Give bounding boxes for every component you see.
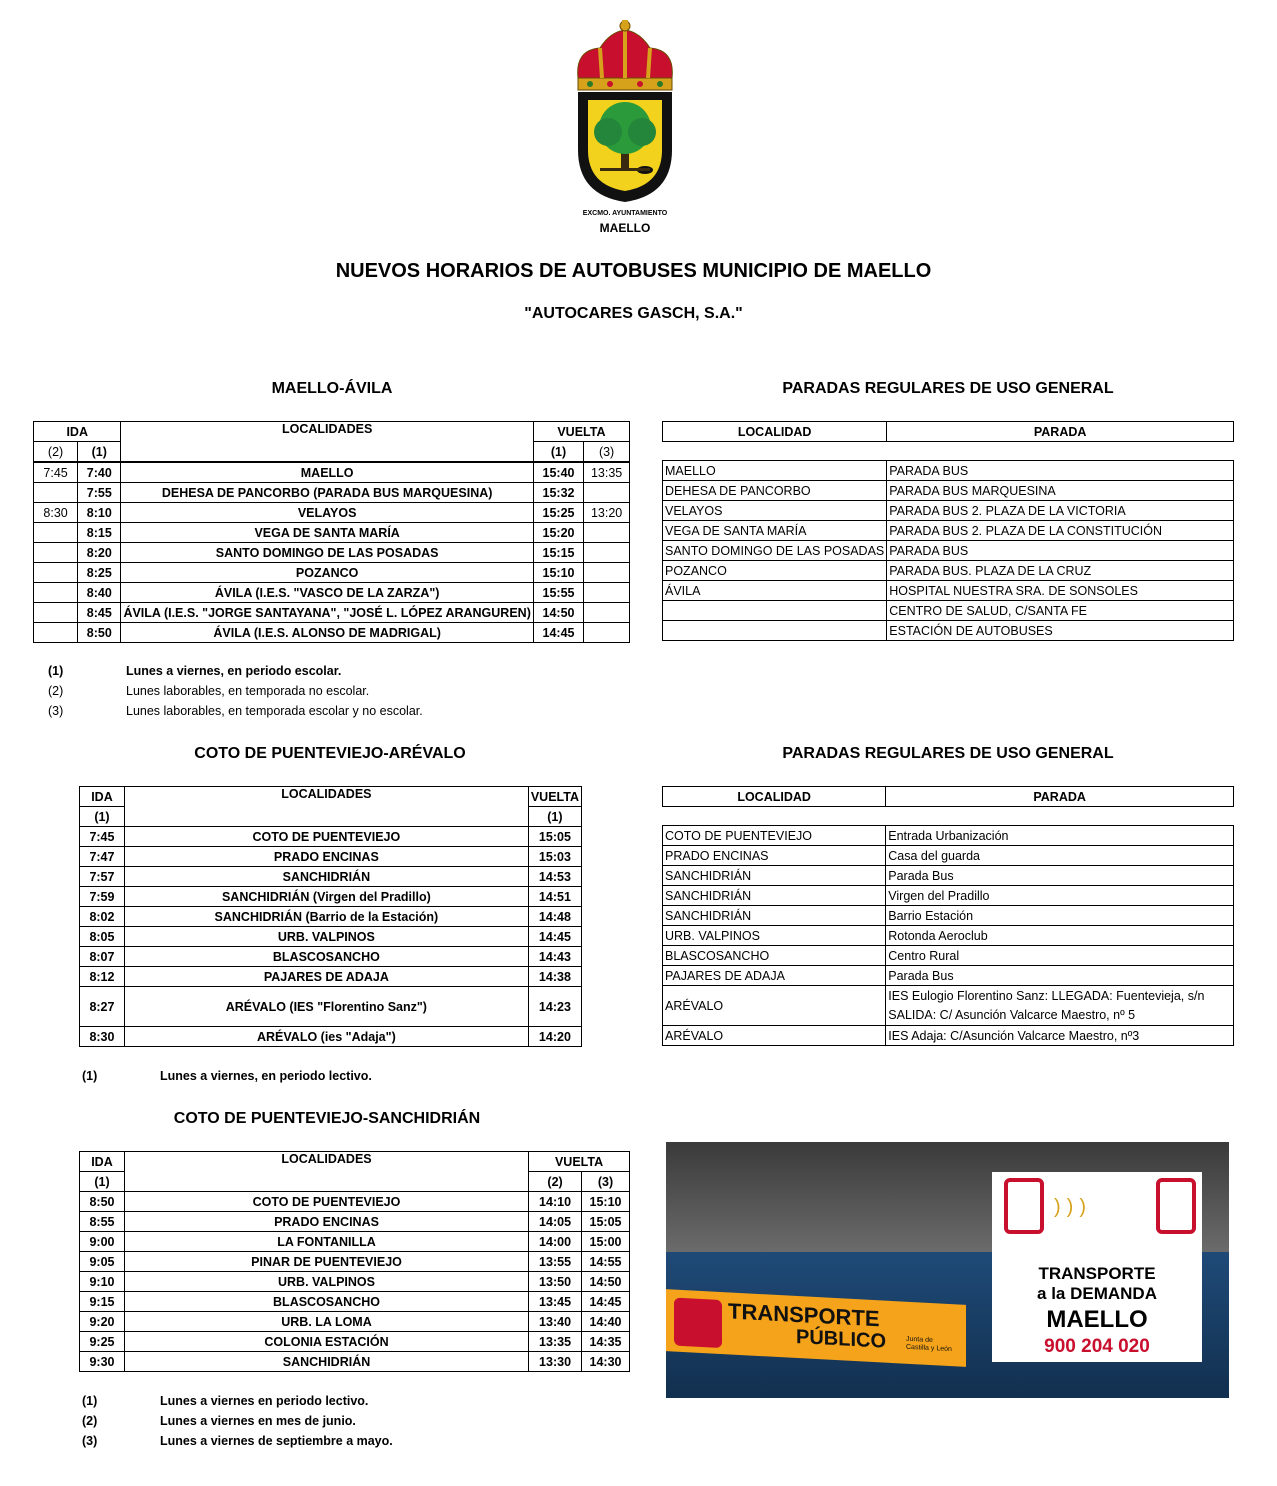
table-row bbox=[34, 623, 630, 643]
ida-time: 8:20 bbox=[78, 543, 121, 563]
locality-name: BLASCOSANCHO bbox=[124, 947, 528, 967]
stop-locality: COTO DE PUENTEVIEJO bbox=[663, 826, 886, 846]
table-row bbox=[34, 463, 630, 483]
table-row bbox=[80, 1292, 630, 1312]
stop-name: PARADA BUS 2. PLAZA DE LA CONSTITUCIÓN bbox=[887, 521, 1234, 541]
locality-name: BLASCOSANCHO bbox=[124, 1292, 528, 1312]
footnote bbox=[48, 661, 548, 681]
stop-locality: SANTO DOMINGO DE LAS POSADAS bbox=[663, 541, 887, 561]
vuelta-time: 15:15 bbox=[533, 543, 583, 563]
vuelta-time: 15:05 bbox=[528, 827, 581, 847]
stop-name: PARADA BUS bbox=[887, 461, 1234, 481]
vuelta-time: 14:45 bbox=[528, 927, 581, 947]
logo-caption-line2: MAELLO bbox=[599, 221, 651, 235]
ida-time: 9:25 bbox=[80, 1332, 125, 1352]
table-row bbox=[80, 927, 582, 947]
table-row bbox=[663, 481, 1234, 501]
locality-name: URB. VALPINOS bbox=[124, 927, 528, 947]
footnote-text: Lunes a viernes de septiembre a mayo. bbox=[160, 1434, 393, 1448]
vuelta-time: 15:03 bbox=[528, 847, 581, 867]
table-row bbox=[663, 621, 1234, 641]
vuelta-time: 14:51 bbox=[528, 887, 581, 907]
stop-name: ESTACIÓN DE AUTOBUSES bbox=[887, 621, 1234, 641]
ida-time: 8:15 bbox=[78, 523, 121, 543]
ida-time: 7:40 bbox=[78, 463, 121, 483]
locality-name: URB. VALPINOS bbox=[124, 1272, 528, 1292]
route3-notes bbox=[82, 1391, 582, 1451]
footnote-text: Lunes a viernes en periodo lectivo. bbox=[160, 1394, 369, 1408]
signal-waves-icon: ))) bbox=[1054, 1196, 1092, 1218]
stop-locality: PRADO ENCINAS bbox=[663, 846, 886, 866]
vuelta-header: VUELTA bbox=[528, 787, 581, 807]
route3-table bbox=[79, 1151, 630, 1372]
vuelta-time: 13:20 bbox=[584, 503, 630, 523]
vuelta-time: 13:45 bbox=[529, 1292, 582, 1312]
stop-name: Barrio Estación bbox=[886, 906, 1234, 926]
table-row bbox=[34, 483, 630, 503]
vuelta-time: 14:53 bbox=[528, 867, 581, 887]
table-row bbox=[663, 1026, 1234, 1046]
table-row bbox=[80, 887, 582, 907]
parada-header: PARADA bbox=[887, 422, 1234, 442]
vuelta-subheader: (3) bbox=[584, 442, 630, 462]
stop-name: CENTRO DE SALUD, C/SANTA FE bbox=[887, 601, 1234, 621]
ida-time: 8:40 bbox=[78, 583, 121, 603]
localidades-header: LOCALIDADES bbox=[124, 1152, 528, 1192]
locality-name: SANTO DOMINGO DE LAS POSADAS bbox=[121, 543, 533, 563]
stop-name: HOSPITAL NUESTRA SRA. DE SONSOLES bbox=[887, 581, 1234, 601]
table-row bbox=[80, 867, 582, 887]
ida-time: 9:30 bbox=[80, 1352, 125, 1372]
ida-header: IDA bbox=[80, 787, 125, 807]
vuelta-time: 14:20 bbox=[528, 1027, 581, 1047]
footnote-key: (2) bbox=[48, 684, 64, 698]
vuelta-time: 15:10 bbox=[533, 563, 583, 583]
locality-name: ÁVILA (I.E.S. ALONSO DE MADRIGAL) bbox=[121, 623, 533, 643]
table-row bbox=[663, 826, 1234, 846]
vuelta-time bbox=[584, 523, 630, 543]
ida-time: 7:57 bbox=[80, 867, 125, 887]
footnote bbox=[48, 701, 548, 721]
stop-locality: ARÉVALO bbox=[663, 986, 886, 1026]
locality-name: POZANCO bbox=[121, 563, 533, 583]
table-row bbox=[663, 541, 1234, 561]
sign-line2: a la DEMANDA bbox=[1037, 1284, 1157, 1303]
locality-name: PINAR DE PUENTEVIEJO bbox=[124, 1252, 528, 1272]
stop-name: IES Adaja: C/Asunción Valcarce Maestro, nº3 bbox=[886, 1026, 1234, 1046]
stop-locality: SANCHIDRIÁN bbox=[663, 866, 886, 886]
table-row bbox=[663, 561, 1234, 581]
vuelta-time bbox=[584, 623, 630, 643]
vuelta-time: 13:35 bbox=[529, 1332, 582, 1352]
locality-name: SANCHIDRIÁN bbox=[124, 867, 528, 887]
vuelta-time: 15:20 bbox=[533, 523, 583, 543]
vuelta-time: 13:55 bbox=[529, 1252, 582, 1272]
route2-notes bbox=[82, 1066, 582, 1086]
locality-name: ÁVILA (I.E.S. "JORGE SANTAYANA", "JOSÉ L. LÓPEZ ARANGUREN) bbox=[121, 603, 533, 623]
locality-name: VELAYOS bbox=[121, 503, 533, 523]
vuelta-subheader: (2) bbox=[529, 1172, 582, 1192]
ida-time: 8:30 bbox=[80, 1027, 125, 1047]
table-row bbox=[80, 1352, 630, 1372]
stop-name bbox=[886, 986, 1234, 1026]
bus-icon bbox=[1156, 1178, 1196, 1234]
banner-text-line2: PÚBLICO bbox=[796, 1325, 886, 1353]
ida-time: 8:45 bbox=[78, 603, 121, 623]
localidades-header: LOCALIDADES bbox=[121, 422, 533, 462]
stop-locality: VELAYOS bbox=[663, 501, 887, 521]
stops2-table bbox=[662, 786, 1234, 1046]
table-row bbox=[663, 521, 1234, 541]
vuelta-time: 14:55 bbox=[582, 1252, 630, 1272]
ida-time: 7:59 bbox=[80, 887, 125, 907]
ida-time bbox=[34, 483, 78, 503]
stop-name: PARADA BUS MARQUESINA bbox=[887, 481, 1234, 501]
footnote bbox=[82, 1066, 582, 1086]
stop-locality: ÁVILA bbox=[663, 581, 887, 601]
vuelta-subheader: (1) bbox=[533, 442, 583, 462]
table-row bbox=[34, 563, 630, 583]
stop-name: PARADA BUS bbox=[887, 541, 1234, 561]
locality-name: URB. LA LOMA bbox=[124, 1312, 528, 1332]
stop-name-line2: SALIDA: C/ Asunción Valcarce Maestro, nº 5 bbox=[888, 1007, 1136, 1022]
vuelta-time: 15:40 bbox=[533, 463, 583, 483]
page-subtitle: "AUTOCARES GASCH, S.A." bbox=[524, 305, 743, 322]
ida-time: 8:50 bbox=[78, 623, 121, 643]
ida-time bbox=[34, 583, 78, 603]
ida-header: IDA bbox=[80, 1152, 125, 1172]
stop-locality bbox=[663, 601, 887, 621]
ida-time: 9:00 bbox=[80, 1232, 125, 1252]
table-row bbox=[80, 1027, 582, 1047]
sign-line3: MAELLO bbox=[1046, 1306, 1148, 1333]
stop-locality bbox=[663, 621, 887, 641]
route1-table bbox=[33, 421, 630, 643]
ida-subheader: (1) bbox=[80, 1172, 125, 1192]
vuelta-time: 15:05 bbox=[582, 1212, 630, 1232]
locality-name: PRADO ENCINAS bbox=[124, 847, 528, 867]
vuelta-time bbox=[584, 603, 630, 623]
vuelta-time: 14:00 bbox=[529, 1232, 582, 1252]
table-row bbox=[80, 907, 582, 927]
vuelta-time: 14:40 bbox=[582, 1312, 630, 1332]
vuelta-time: 13:50 bbox=[529, 1272, 582, 1292]
ida-time: 7:45 bbox=[80, 827, 125, 847]
ida-time: 8:55 bbox=[80, 1212, 125, 1232]
stop-locality: VEGA DE SANTA MARÍA bbox=[663, 521, 887, 541]
footnote-text: Lunes a viernes, en periodo escolar. bbox=[126, 664, 342, 678]
vuelta-time: 14:35 bbox=[582, 1332, 630, 1352]
vuelta-time: 14:38 bbox=[528, 967, 581, 987]
ida-time: 8:50 bbox=[80, 1192, 125, 1212]
stop-name-line1: IES Eulogio Florentino Sanz: LLEGADA: Fuentevieja, s/n bbox=[888, 988, 1205, 1003]
stop-name: Entrada Urbanización bbox=[886, 826, 1234, 846]
ida-time: 9:05 bbox=[80, 1252, 125, 1272]
vuelta-time: 14:43 bbox=[528, 947, 581, 967]
locality-name: MAELLO bbox=[121, 463, 533, 483]
footnote-text: Lunes a viernes en mes de junio. bbox=[160, 1414, 356, 1428]
stop-locality: POZANCO bbox=[663, 561, 887, 581]
ida-time: 8:02 bbox=[80, 907, 125, 927]
locality-name: COTO DE PUENTEVIEJO bbox=[124, 827, 528, 847]
stop-name: Virgen del Pradillo bbox=[886, 886, 1234, 906]
ida-time: 8:27 bbox=[80, 987, 125, 1027]
locality-name: ÁVILA (I.E.S. "VASCO DE LA ZARZA") bbox=[121, 583, 533, 603]
parada-header: PARADA bbox=[886, 787, 1234, 807]
vuelta-subheader: (1) bbox=[528, 807, 581, 827]
stops1-title: PARADAS REGULARES DE USO GENERAL bbox=[782, 380, 1114, 397]
locality-name: COTO DE PUENTEVIEJO bbox=[124, 1192, 528, 1212]
vuelta-subheader: (3) bbox=[582, 1172, 630, 1192]
vuelta-time bbox=[584, 583, 630, 603]
ida-time: 8:25 bbox=[78, 563, 121, 583]
footnote bbox=[48, 681, 548, 701]
route2-title: COTO DE PUENTEVIEJO-ARÉVALO bbox=[194, 745, 466, 762]
p-logo-icon bbox=[674, 1298, 722, 1349]
page-title: NUEVOS HORARIOS DE AUTOBUSES MUNICIPIO DE MAELLO bbox=[335, 260, 932, 282]
footnote-text: Lunes laborables, en temporada escolar y no escolar. bbox=[126, 704, 423, 718]
localidad-header: LOCALIDAD bbox=[663, 422, 887, 442]
vuelta-time: 14:23 bbox=[528, 987, 581, 1027]
footnote-key: (2) bbox=[82, 1414, 98, 1428]
footnote-text: Lunes a viernes, en periodo lectivo. bbox=[160, 1069, 372, 1083]
table-row bbox=[80, 967, 582, 987]
ida-time: 7:45 bbox=[34, 463, 78, 483]
stop-locality: SANCHIDRIÁN bbox=[663, 886, 886, 906]
vuelta-time: 13:35 bbox=[584, 463, 630, 483]
locality-name: COLONIA ESTACIÓN bbox=[124, 1332, 528, 1352]
locality-name: SANCHIDRIÁN (Barrio de la Estación) bbox=[124, 907, 528, 927]
footnote-key: (3) bbox=[48, 704, 64, 718]
stop-locality: DEHESA DE PANCORBO bbox=[663, 481, 887, 501]
stop-name: Parada Bus bbox=[886, 966, 1234, 986]
ida-time: 8:30 bbox=[34, 503, 78, 523]
stop-name: PARADA BUS 2. PLAZA DE LA VICTORIA bbox=[887, 501, 1234, 521]
locality-name: SANCHIDRIÁN bbox=[124, 1352, 528, 1372]
ida-time: 7:47 bbox=[80, 847, 125, 867]
logo-caption-line1: EXCMO. AYUNTAMIENTO bbox=[582, 210, 668, 217]
vuelta-time bbox=[584, 563, 630, 583]
vuelta-time: 14:30 bbox=[582, 1352, 630, 1372]
ida-subheader: (1) bbox=[80, 807, 125, 827]
table-row bbox=[663, 601, 1234, 621]
ida-time: 9:10 bbox=[80, 1272, 125, 1292]
vuelta-time: 14:10 bbox=[529, 1192, 582, 1212]
table-row bbox=[663, 966, 1234, 986]
locality-name: SANCHIDRIÁN (Virgen del Pradillo) bbox=[124, 887, 528, 907]
stop-name: PARADA BUS. PLAZA DE LA CRUZ bbox=[887, 561, 1234, 581]
coat-of-arms-icon bbox=[560, 20, 690, 210]
vuelta-time: 15:25 bbox=[533, 503, 583, 523]
ida-time bbox=[34, 623, 78, 643]
stops2-title: PARADAS REGULARES DE USO GENERAL bbox=[782, 745, 1114, 762]
stop-name: Parada Bus bbox=[886, 866, 1234, 886]
stop-name: Casa del guarda bbox=[886, 846, 1234, 866]
table-row bbox=[663, 906, 1234, 926]
route3-title: COTO DE PUENTEVIEJO-SANCHIDRIÁN bbox=[173, 1110, 481, 1127]
vuelta-time bbox=[584, 483, 630, 503]
footnote-key: (3) bbox=[82, 1434, 98, 1448]
footnote bbox=[82, 1411, 582, 1431]
stop-name: Rotonda Aeroclub bbox=[886, 926, 1234, 946]
ida-time bbox=[34, 543, 78, 563]
ida-time: 8:05 bbox=[80, 927, 125, 947]
table-row bbox=[80, 1272, 630, 1292]
vuelta-time: 13:40 bbox=[529, 1312, 582, 1332]
ida-time: 8:10 bbox=[78, 503, 121, 523]
vuelta-time: 14:45 bbox=[582, 1292, 630, 1312]
locality-name: VEGA DE SANTA MARÍA bbox=[121, 523, 533, 543]
footnote bbox=[82, 1431, 582, 1451]
stop-name: Centro Rural bbox=[886, 946, 1234, 966]
vuelta-time: 15:10 bbox=[582, 1192, 630, 1212]
locality-name: DEHESA DE PANCORBO (PARADA BUS MARQUESINA) bbox=[121, 483, 533, 503]
table-row bbox=[663, 866, 1234, 886]
table-row bbox=[663, 461, 1234, 481]
route1-notes bbox=[48, 661, 548, 721]
stop-locality: SANCHIDRIÁN bbox=[663, 906, 886, 926]
table-row bbox=[80, 1232, 630, 1252]
localidades-header: LOCALIDADES bbox=[124, 787, 528, 827]
table-row bbox=[34, 543, 630, 563]
table-row bbox=[80, 1312, 630, 1332]
table-row bbox=[80, 1332, 630, 1352]
table-row bbox=[663, 581, 1234, 601]
locality-name: PAJARES DE ADAJA bbox=[124, 967, 528, 987]
route2-table bbox=[79, 786, 582, 1047]
footnote-text: Lunes laborables, en temporada no escolar. bbox=[126, 684, 370, 698]
table-row bbox=[34, 583, 630, 603]
table-row bbox=[34, 503, 630, 523]
municipal-coat-of-arms bbox=[560, 20, 690, 240]
sign-phone: 900 204 020 bbox=[1044, 1336, 1150, 1357]
vuelta-time bbox=[584, 543, 630, 563]
table-row bbox=[663, 946, 1234, 966]
table-row bbox=[663, 986, 1234, 1026]
table-row bbox=[80, 987, 582, 1027]
phone-icon bbox=[1004, 1178, 1044, 1234]
vuelta-time: 15:32 bbox=[533, 483, 583, 503]
stop-locality: BLASCOSANCHO bbox=[663, 946, 886, 966]
footnote-key: (1) bbox=[82, 1069, 98, 1083]
ida-time: 9:20 bbox=[80, 1312, 125, 1332]
localidad-header: LOCALIDAD bbox=[663, 787, 886, 807]
route1-title: MAELLO-ÁVILA bbox=[271, 380, 393, 397]
vuelta-time: 14:48 bbox=[528, 907, 581, 927]
locality-name: LA FONTANILLA bbox=[124, 1232, 528, 1252]
stop-locality: MAELLO bbox=[663, 461, 887, 481]
vuelta-time: 15:00 bbox=[582, 1232, 630, 1252]
stop-locality: PAJARES DE ADAJA bbox=[663, 966, 886, 986]
vuelta-time: 15:55 bbox=[533, 583, 583, 603]
stop-locality: ARÉVALO bbox=[663, 1026, 886, 1046]
ida-time: 7:55 bbox=[78, 483, 121, 503]
table-row bbox=[80, 1192, 630, 1212]
vuelta-time: 14:05 bbox=[529, 1212, 582, 1232]
locality-name: ARÉVALO (ies "Adaja") bbox=[124, 1027, 528, 1047]
table-row bbox=[663, 501, 1234, 521]
table-row bbox=[663, 926, 1234, 946]
sign-line1: TRANSPORTE bbox=[1038, 1264, 1156, 1283]
ida-time bbox=[34, 603, 78, 623]
demand-transport-sign bbox=[992, 1172, 1202, 1362]
table-row bbox=[34, 523, 630, 543]
transport-on-demand-photo bbox=[666, 1142, 1229, 1398]
ida-header: IDA bbox=[34, 422, 121, 442]
table-row bbox=[80, 947, 582, 967]
table-row bbox=[663, 846, 1234, 866]
vuelta-header: VUELTA bbox=[533, 422, 629, 442]
vuelta-header: VUELTA bbox=[529, 1152, 630, 1172]
table-row bbox=[80, 1252, 630, 1272]
ida-subheader: (2) bbox=[34, 442, 78, 462]
stops1-table bbox=[662, 421, 1234, 641]
banner-small-text: Junta de Castilla y León bbox=[906, 1335, 952, 1354]
footnote-key: (1) bbox=[82, 1394, 98, 1408]
table-row bbox=[80, 1212, 630, 1232]
vuelta-time: 14:50 bbox=[533, 603, 583, 623]
ida-time: 8:07 bbox=[80, 947, 125, 967]
table-row bbox=[34, 603, 630, 623]
table-row bbox=[80, 847, 582, 867]
banner-text-line1: TRANSPORTE bbox=[728, 1298, 880, 1332]
footnote bbox=[82, 1391, 582, 1411]
ida-time: 9:15 bbox=[80, 1292, 125, 1312]
footnote-key: (1) bbox=[48, 664, 64, 678]
ida-time: 8:12 bbox=[80, 967, 125, 987]
locality-name: ARÉVALO (IES "Florentino Sanz") bbox=[124, 987, 528, 1027]
vuelta-time: 13:30 bbox=[529, 1352, 582, 1372]
vuelta-time: 14:45 bbox=[533, 623, 583, 643]
stop-locality: URB. VALPINOS bbox=[663, 926, 886, 946]
table-row bbox=[80, 827, 582, 847]
ida-time bbox=[34, 523, 78, 543]
locality-name: PRADO ENCINAS bbox=[124, 1212, 528, 1232]
ida-time bbox=[34, 563, 78, 583]
ida-subheader: (1) bbox=[78, 442, 121, 462]
table-row bbox=[663, 886, 1234, 906]
vuelta-time: 14:50 bbox=[582, 1272, 630, 1292]
